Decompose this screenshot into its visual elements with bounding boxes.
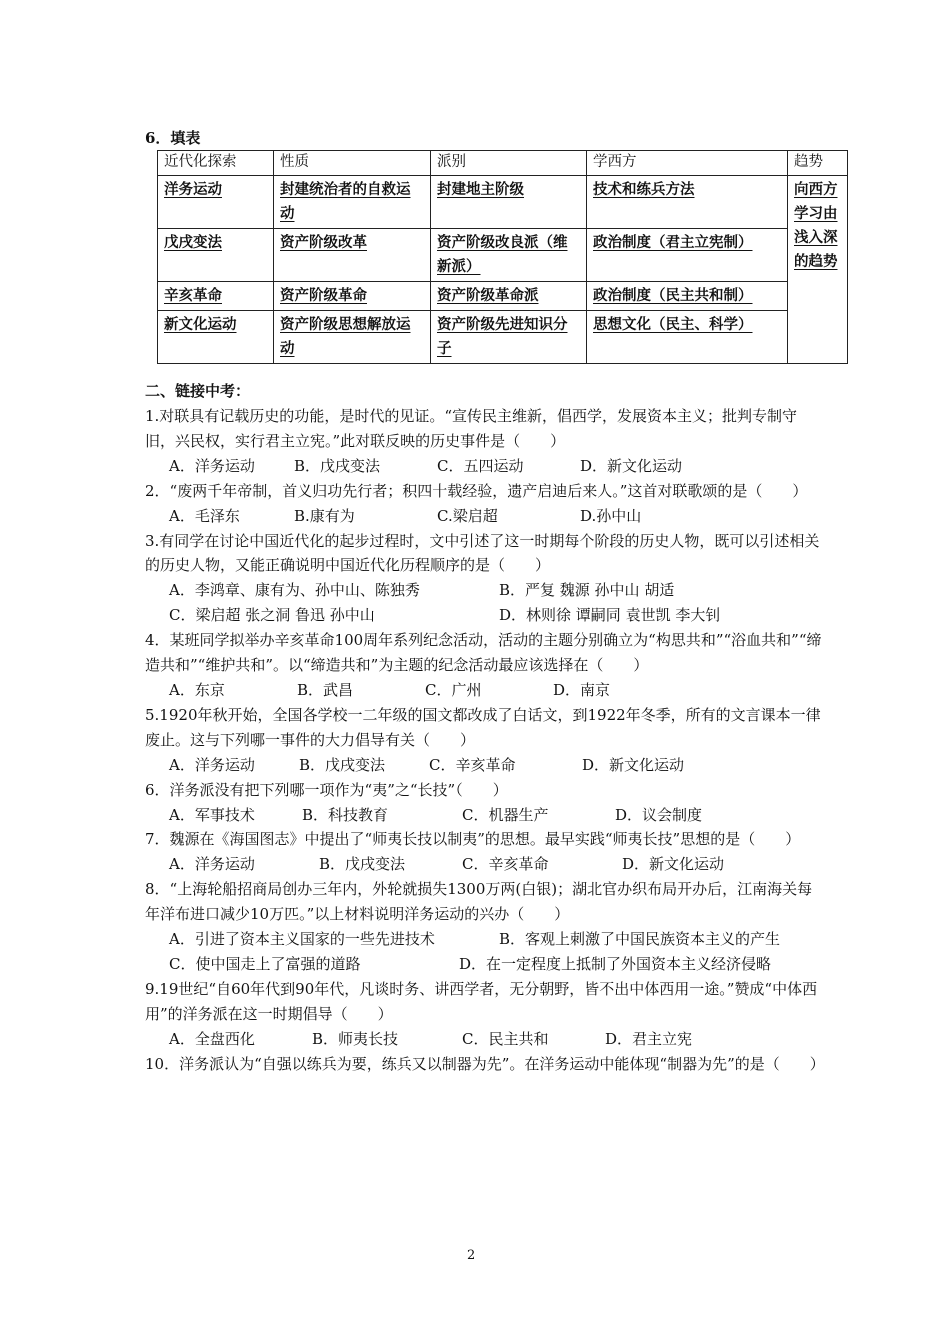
row1-nature: 封建统治者的自救运动: [280, 181, 411, 222]
fill-in-table: [157, 150, 848, 364]
option-d: D．新文化运动: [580, 456, 683, 475]
row3-faction: 资产阶级革命派: [437, 287, 539, 304]
question-stem: 1.对联具有记载历史的功能，是时代的见证。“宣传民主维新，倡西学，发展资本主义；批判专制守旧，兴民权，实行君主立宪。”此对联反映的历史事件是（ ）: [145, 407, 797, 450]
options-row: [145, 753, 825, 778]
option-d: D.孙中山: [580, 506, 642, 525]
option-c: C．梁启超 张之洞 鲁迅 孙中山: [169, 606, 375, 625]
option-d: D．南京: [553, 680, 611, 699]
header-learn: 学西方: [587, 151, 788, 176]
option-c: C．民主共和: [462, 1029, 549, 1048]
option-d: D．林则徐 谭嗣同 袁世凯 李大钊: [499, 606, 721, 625]
page-number: 2: [467, 1248, 476, 1263]
question-10: [145, 1052, 825, 1077]
option-d: D．在一定程度上抵制了外国资本主义经济侵略: [459, 954, 772, 973]
option-c: C.梁启超: [437, 506, 498, 525]
option-a: A．李鸿章、康有为、孙中山、陈独秀: [169, 581, 420, 600]
options-row: [145, 803, 825, 828]
options-row: [145, 603, 825, 628]
option-a: A．洋务运动: [169, 855, 255, 874]
row4-learn: 思想文化（民主、科学）: [593, 316, 753, 333]
option-c: C．机器生产: [462, 805, 549, 824]
header-explore: 近代化探索: [158, 151, 274, 176]
row2-nature: 资产阶级改革: [280, 234, 367, 251]
row4-explore: 新文化运动: [164, 316, 237, 333]
option-a: A．东京: [169, 680, 225, 699]
option-b: B．戊戌变法: [299, 755, 386, 774]
row3-learn: 政治制度（民主共和制）: [593, 287, 753, 304]
option-a: A．引进了资本主义国家的一些先进技术: [169, 930, 435, 949]
table-row: [158, 282, 848, 311]
row1-explore: 洋务运动: [164, 181, 222, 198]
option-c: C．辛亥革命: [429, 755, 516, 774]
question-9: [145, 977, 825, 1052]
question-6: [145, 778, 825, 828]
option-d: D．议会制度: [615, 805, 703, 824]
options-row: [145, 927, 825, 952]
trend-cell: 向西方学习由浅入深的趋势: [794, 181, 838, 270]
question-stem: 7．魏源在《海国图志》中提出了“师夷长技以制夷”的思想。最早实践“师夷长技”思想的是（ ）: [145, 830, 801, 849]
row1-faction: 封建地主阶级: [437, 181, 524, 198]
header-nature: 性质: [274, 151, 431, 176]
options-row: [145, 678, 825, 703]
option-a: A．全盘西化: [169, 1029, 255, 1048]
header-trend: 趋势: [788, 151, 848, 176]
section-2-title: 二、链接中考：: [145, 382, 251, 400]
option-b: B．戊戌变法: [294, 456, 381, 475]
options-row: [145, 504, 825, 529]
option-b: B．武昌: [297, 680, 354, 699]
question-list: [145, 404, 825, 1076]
question-2: [145, 479, 825, 529]
row3-nature: 资产阶级革命: [280, 287, 367, 304]
options-row: [145, 454, 825, 479]
option-b: B．科技教育: [302, 805, 389, 824]
question-stem: 4．某班同学拟举办辛亥革命100周年系列纪念活动，活动的主题分别确立为“构思共和”“浴血共和”“缔造共和”“维护共和”。以“缔造共和”为主题的纪念活动最应该选择在（ ）: [145, 631, 822, 675]
question-stem: 9.19世纪“自60年代到90年代，凡谈时务、讲西学者，无分朝野，皆不出中体西用一途。”赞成“中体西用”的洋务派在这一时期倡导（ ）: [145, 979, 818, 1023]
table-row: [158, 311, 848, 364]
option-a: A．洋务运动: [169, 456, 255, 475]
option-c: C．辛亥革命: [462, 855, 549, 874]
question-8: [145, 877, 825, 977]
option-c: C．广州: [425, 680, 482, 699]
question-stem: 5.1920年秋开始，全国各学校一二年级的国文都改成了白话文，到1922年冬季，所有的文言课本一律废止。这与下列哪一事件的大力倡导有关（ ）: [145, 705, 821, 749]
table-row: [158, 176, 848, 229]
question-stem: 3.有同学在讨论中国近代化的起步过程时，文中引述了这一时期每个阶段的历史人物，既可以引述相关的历史人物，又能正确说明中国近代化历程顺序的是（ ）: [145, 531, 820, 575]
option-c: C．五四运动: [437, 456, 524, 475]
option-d: D．新文化运动: [622, 855, 725, 874]
options-row: [145, 852, 825, 877]
option-c: C．使中国走上了富强的道路: [169, 954, 361, 973]
section-6-title: 6．填表: [145, 129, 201, 147]
row2-explore: 戊戌变法: [164, 234, 222, 251]
option-a: A．毛泽东: [169, 506, 240, 525]
question-stem: 2．“废两千年帝制，首义归功先行者；积四十载经验，遗产启迪后来人。”这首对联歌颂的是（ ）: [145, 481, 808, 500]
option-b: B．客观上刺激了中国民族资本主义的产生: [499, 930, 781, 949]
option-b: B．师夷长技: [312, 1029, 399, 1048]
table-header-row: [158, 151, 848, 176]
option-d: D．君主立宪: [605, 1029, 693, 1048]
options-row: [145, 1027, 825, 1052]
question-5: [145, 703, 825, 778]
option-b: B．戊戌变法: [319, 855, 406, 874]
question-7: [145, 827, 825, 877]
options-row: [145, 952, 825, 977]
question-3: [145, 529, 825, 629]
row1-learn: 技术和练兵方法: [593, 181, 695, 198]
row4-nature: 资产阶级思想解放运动: [280, 316, 411, 357]
option-d: D．新文化运动: [582, 755, 685, 774]
table-row: [158, 229, 848, 282]
question-stem: 10．洋务派认为“自强以练兵为要，练兵又以制器为先”。在洋务运动中能体现“制器为先”的是（ ）: [145, 1054, 825, 1073]
options-row: [145, 578, 825, 603]
option-a: A．军事技术: [169, 805, 255, 824]
row2-learn: 政治制度（君主立宪制）: [593, 234, 753, 251]
header-faction: 派别: [431, 151, 587, 176]
question-4: [145, 628, 825, 703]
row3-explore: 辛亥革命: [164, 287, 222, 304]
row4-faction: 资产阶级先进知识分子: [437, 316, 568, 357]
question-1: [145, 404, 825, 479]
option-b: B.康有为: [294, 506, 355, 525]
row2-faction: 资产阶级改良派（维新派）: [437, 234, 568, 275]
question-stem: 8．“上海轮船招商局创办三年内，外轮就损失1300万两(白银)；湖北官办织布局开办后，江南海关每年洋布进口减少10万匹。”以上材料说明洋务运动的兴办（ ）: [145, 880, 813, 924]
option-b: B．严复 魏源 孙中山 胡适: [499, 581, 675, 600]
option-a: A．洋务运动: [169, 755, 255, 774]
question-stem: 6．洋务派没有把下列哪一项作为“夷”之“长技”（ ）: [145, 780, 508, 799]
